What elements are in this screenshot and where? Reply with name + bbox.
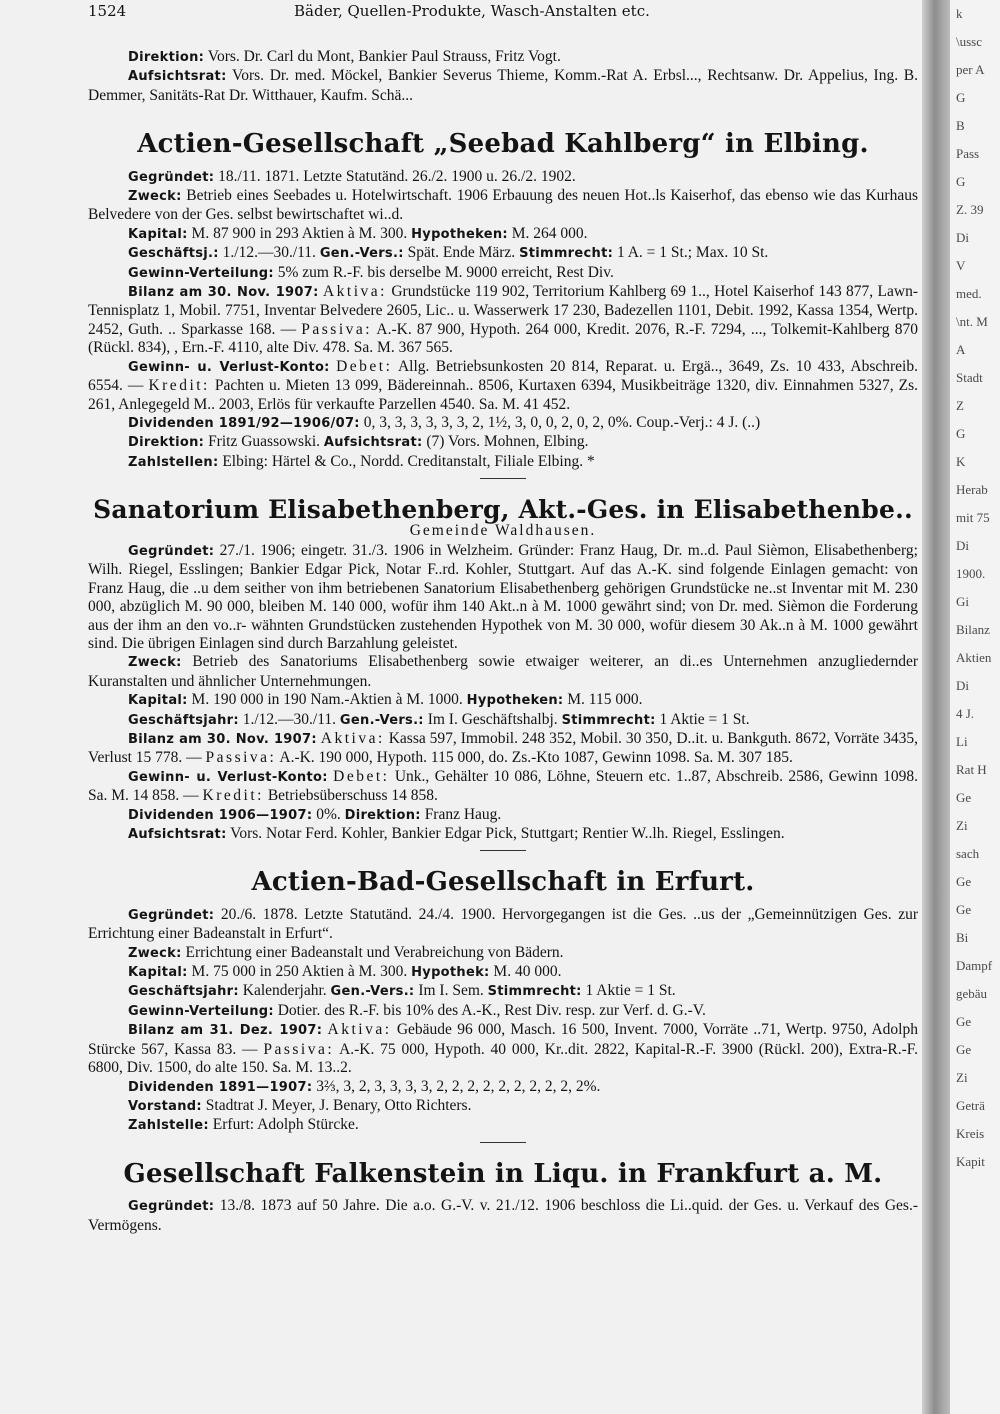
- field-text: M. 87 900 in 293 Aktien à M. 300.: [187, 224, 412, 242]
- entry-field: [88, 264, 918, 283]
- company-title: Sanatorium Elisabethenberg, Akt.-Ges. in Elisabethenbe..: [93, 495, 913, 525]
- facing-page-fragment: Herab: [956, 482, 988, 497]
- field-label: Aufsichtsrat:: [323, 435, 423, 451]
- facing-page-fragment: mit 75: [956, 510, 990, 525]
- field-label: Kapital:: [128, 965, 188, 981]
- facing-page-fragment: Zi: [956, 1070, 968, 1085]
- field-text: Grundstücke 119 902, Territorium Kahlberg 69 1.., Hotel Kaiserhof 143 877, Lawn-Tennisplatz 1, Mobil. 7751, Inventar Belvedere 2605, Lic.. u. Wasserwerk 17 230, Badezellen 1101, Debit. 1992, Kassa 1354, Wertp. 2452, Guth. .. Sparkasse 168. —: [88, 283, 919, 338]
- field-label: Gegründet:: [128, 1199, 215, 1215]
- facing-page-fragment: Pass: [956, 146, 980, 161]
- field-label: Hypotheken:: [411, 226, 508, 242]
- field-label: Kapital:: [128, 226, 188, 242]
- field-text: M. 264 000.: [507, 224, 588, 242]
- entry-field: [88, 244, 918, 263]
- facing-page-fragment: Kapit: [956, 1154, 985, 1169]
- facing-page-fragment: Di: [956, 538, 969, 553]
- running-header: [88, 2, 918, 26]
- entry-field: [88, 283, 918, 358]
- field-text: Franz Haug.: [420, 805, 502, 823]
- company-subtitle: Gemeinde Waldhausen.: [409, 521, 597, 539]
- field-label: Dividenden 1891—1907:: [128, 1079, 313, 1095]
- facing-page-fragment: 4 J.: [956, 706, 975, 721]
- facing-page-fragment: Bilanz: [956, 622, 990, 637]
- facing-page-fragment: K: [956, 454, 966, 469]
- field-label: Zahlstelle:: [128, 1118, 209, 1134]
- field-label: Geschäftsj.:: [128, 246, 219, 262]
- field-text: 3⅔, 3, 2, 3, 3, 3, 3, 2, 2, 2, 2, 2, 2, 2, 2, 2, 2%.: [312, 1077, 601, 1095]
- direktion-line: [88, 48, 918, 67]
- field-label: Zweck:: [128, 945, 182, 961]
- field-text: A.-K. 190 000, Hypoth. 115 000, do. Zs.-Kto 1087, Gewinn 1098. Sa. M. 307 185.: [276, 749, 793, 767]
- spaced-subheading: Kredit:: [202, 787, 264, 805]
- spaced-subheading: Aktiva:: [320, 730, 385, 747]
- entry-field: [88, 414, 918, 433]
- aufsichtsrat-line: [88, 67, 918, 105]
- entry-field: [88, 433, 918, 452]
- field-text: M. 190 000 in 190 Nam.-Aktien à M. 1000.: [187, 691, 467, 709]
- field-label: Zweck:: [128, 189, 182, 205]
- field-label: Dividenden 1891/92—1906/07:: [128, 415, 360, 431]
- facing-page-fragment: Zi: [956, 818, 968, 833]
- field-text: M. 40 000.: [489, 963, 562, 981]
- entry-field: [88, 358, 918, 414]
- field-text: Erfurt: Adolph Stürcke.: [208, 1116, 359, 1134]
- entry-field: [88, 944, 918, 963]
- entry-field: [88, 187, 918, 225]
- field-text: M. 75 000 in 250 Aktien à M. 300.: [187, 963, 412, 981]
- facing-page-fragment: 1900.: [956, 566, 986, 581]
- field-label: Dividenden 1906—1907:: [128, 807, 313, 823]
- entry-field: [88, 225, 918, 244]
- field-label: Gen.-Vers.:: [339, 712, 424, 728]
- field-label: Gen.-Vers.:: [319, 246, 404, 262]
- facing-page-fragment: k: [956, 6, 963, 21]
- field-text: Spät. Ende März.: [403, 244, 520, 262]
- field-text: Allg. Betriebsunkosten 20 814, Reparat. u. Ergä.., 3649, Zs. 10 433, Abschreib. 6554. —: [88, 357, 918, 395]
- field-text: Vors. Notar Ferd. Kohler, Bankier Edgar Pick, Stuttgart; Rentier W..lh. Riegel, Esslingen.: [226, 825, 785, 843]
- spaced-subheading: Debet:: [333, 767, 390, 785]
- field-label: Direktion:: [344, 807, 421, 823]
- facing-page-fragment: sach: [956, 846, 980, 861]
- field-label: Direktion:: [128, 435, 205, 451]
- field-text: Vors. Dr. med. Möckel, Bankier Severus Thieme, Komm.-Rat A. Erbsl..., Rechtsanw. Dr. Appelius, Ing. B. Demmer, Sanitäts-Rat Dr. Witthauer, Kaufm. Schä...: [88, 67, 918, 104]
- entry-field: [88, 1078, 918, 1097]
- entry-field: [88, 1116, 918, 1135]
- company-entry: [88, 129, 919, 479]
- section-divider: [480, 1142, 526, 1143]
- company-title: Gesellschaft Falkenstein in Liqu. in Frankfurt a. M.: [123, 1158, 883, 1189]
- entry-field: [88, 730, 918, 768]
- facing-page-fragment: Di: [956, 678, 969, 693]
- field-label: Zweck:: [128, 655, 182, 671]
- field-text: 1 Aktie = 1 St.: [655, 710, 750, 728]
- facing-page-fragment: Z: [956, 398, 964, 413]
- facing-page-fragment: Aktien: [956, 650, 992, 665]
- facing-page-fragment: Geträ: [956, 1098, 985, 1113]
- facing-page-fragment: Dampf: [956, 958, 993, 973]
- field-text: A.-K. 75 000, Hypoth. 40 000, Kr..dit. 2822, Kapital-R.-F. 3900 (Rückl. 200), Extra-R.-F. 6800, Div. 1500, do alte 150. Sa. M. 13..2.: [88, 1040, 918, 1077]
- section-divider: [480, 478, 526, 479]
- field-label: Bilanz am 30. Nov. 1907:: [128, 285, 319, 301]
- field-label: Aufsichtsrat:: [128, 827, 227, 843]
- field-label: Direktion:: [128, 50, 205, 65]
- company-title: Actien-Gesellschaft „Seebad Kahlberg“ in Elbing.: [137, 129, 869, 160]
- field-label: Stimmrecht:: [561, 712, 656, 728]
- field-label: Zahlstellen:: [128, 454, 219, 470]
- field-text: A.-K. 87 900, Hypoth. 264 000, Kredit. 2076, R.-F. 7294, ..., Tolkemit-Kahlberg 870 (Rückl. 834), , Ern.-F. 4110, alte Div. 478. Sa. M. 367 565.: [88, 320, 918, 357]
- facing-page-fragment: A: [956, 342, 966, 357]
- field-label: Aufsichtsrat:: [128, 69, 227, 85]
- facing-page-fragment: Gi: [956, 594, 969, 609]
- facing-page-fragment: per A: [956, 62, 985, 77]
- field-text: (7) Vors. Mohnen, Elbing.: [422, 433, 589, 451]
- field-text: 5% zum R.-F. bis derselbe M. 9000 erreicht, Rest Div.: [273, 263, 614, 281]
- field-text: M. 115 000.: [563, 691, 643, 709]
- section-divider: [480, 850, 526, 851]
- facing-page-fragment: \nt. M: [956, 314, 988, 329]
- facing-page-fragment: Li: [956, 734, 968, 749]
- entry-field: [88, 806, 918, 825]
- entry-field: [88, 453, 918, 472]
- facing-page-fragment: Stadt: [956, 370, 983, 385]
- field-text: 20./6. 1878. Letzte Statutänd. 24./4. 1900. Hervorgegangen ist die Ges. ..us der „Gemeinnützigen Ges. zur Errichtung einer Badeanstalt in Erfurt“.: [88, 905, 918, 943]
- field-text: Kassa 597, Immobil. 248 352, Mobil. 30 350, D..it. u. Bankguth. 8672, Vorräte 3435, Verlust 15 778. —: [88, 730, 919, 767]
- page-number: 1524: [88, 2, 127, 20]
- field-label: Hypothek:: [411, 965, 490, 981]
- company-title: Actien-Bad-Gesellschaft in Erfurt.: [251, 867, 755, 898]
- spaced-subheading: Passiva:: [263, 1040, 335, 1058]
- facing-page-fragment: Ge: [956, 1014, 972, 1029]
- spaced-subheading: Aktiva:: [327, 1021, 392, 1039]
- field-label: Geschäftsjahr:: [128, 984, 239, 1000]
- entry-field: [88, 1097, 918, 1116]
- field-text: 0%.: [312, 805, 345, 823]
- field-text: Betrieb eines Seebades u. Hotelwirtschaft. 1906 Erbauung des neuen Hot..ls Kaiserhof, das ebenso wie das Kurhaus Belvedere von der Ges. selbst bewirtschaftet wi..d.: [88, 187, 918, 224]
- field-label: Bilanz am 31. Dez. 1907:: [128, 1023, 323, 1039]
- facing-page-fragment: B: [956, 118, 965, 133]
- spaced-subheading: Debet:: [336, 357, 393, 375]
- entry-field: [88, 1002, 918, 1021]
- field-label: Geschäftsjahr:: [128, 712, 239, 728]
- entry-field: [88, 168, 918, 187]
- entry-field: [88, 963, 918, 982]
- field-text: Betrieb des Sanatoriums Elisabethenberg sowie etwaiger weiterer, an di..es Unternehmen anzugliedernder Kuranstalten und ähnlicher Unternehmungen.: [88, 653, 918, 690]
- field-label: Gegründet:: [128, 169, 215, 185]
- field-text: Errichtung einer Badeanstalt und Verabreichung von Bädern.: [181, 943, 564, 961]
- facing-page-edge: [950, 0, 1000, 1414]
- entry-field: [88, 906, 918, 944]
- facing-page-fragment: Ge: [956, 790, 972, 805]
- company-entry: [88, 1158, 918, 1235]
- field-text: Stadtrat J. Meyer, J. Benary, Otto Richters.: [201, 1096, 472, 1114]
- field-label: Gewinn-Verteilung:: [128, 265, 274, 281]
- field-label: Gegründet:: [128, 907, 215, 923]
- field-text: 1 Aktie = 1 St.: [581, 982, 676, 1000]
- field-label: Hypotheken:: [466, 693, 564, 709]
- field-label: Stimmrecht:: [487, 984, 582, 1000]
- previous-entry-tail: [88, 48, 918, 105]
- field-text: Pachten u. Mieten 13 099, Bädereinnah.. 8506, Kurtaxen 6394, Musikbeiträge 1320, div. Einnahmen 5327, Zs. 261, Anlegegeld M.. 2003, Erlös für verkaufte Parzellen 4540. Sa. M. 41 452.: [88, 377, 919, 413]
- field-text: Im I. Geschäftshalbj.: [423, 710, 562, 728]
- field-text: Unk., Gehälter 10 086, Löhne, Steuern etc. 1..87, Abschreib. 2586, Gewinn 1098. Sa. M. 14 858. —: [88, 767, 919, 805]
- running-title: Bäder, Quellen-Produkte, Wasch-Anstalten etc.: [294, 2, 650, 20]
- field-text: Elbing: Härtel & Co., Nordd. Creditanstalt, Filiale Elbing. *: [218, 452, 595, 470]
- field-label: Kapital:: [128, 693, 188, 709]
- field-text: Dotier. des R.-F. bis 10% des A.-K., Rest Div. resp. zur Verf. d. G.-V.: [273, 1001, 706, 1019]
- company-entry: [88, 495, 919, 851]
- field-label: Gewinn- u. Verlust-Konto:: [128, 769, 328, 785]
- field-text: 18./11. 1871. Letzte Statutänd. 26./2. 1900 u. 26./2. 1902.: [214, 167, 576, 185]
- facing-page-fragment: Kreis: [956, 1126, 985, 1141]
- facing-page-fragment: \ussc: [956, 34, 982, 49]
- field-label: Gewinn- u. Verlust-Konto:: [128, 359, 330, 375]
- field-text: Im I. Sem.: [414, 982, 488, 1000]
- facing-page-fragment: Ge: [956, 1042, 972, 1057]
- company-entries: [88, 129, 919, 1235]
- facing-page-fragment: G: [956, 90, 966, 105]
- entry-field: [88, 982, 918, 1001]
- facing-page-fragment: Ge: [956, 902, 972, 917]
- entry-field: [88, 691, 918, 710]
- field-text: 27./1. 1906; eingetr. 31./3. 1906 in Welzheim. Gründer: Franz Haug, Dr. m..d. Paul Sièmon, Elisabethenberg; Wilh. Riegel, Esslingen; Bankier Edgar Pick, Notar F..rd. Kohler, Stuttgart. Auf das A.-K. sind folgende Einlagen gemacht: von Franz Haug, die ..u dem seither von ihm betriebenen Sanatorium Elisabethenberg gehörigen Grundstücke ne..st Inventar mit M. 230 000, abzüglich M. 90 000, bleiben M. 140 000, wofür ihm 140 Akt..n à M. 1000 gewährt sind; von Dr. med. Sièmon die Forderung aus der ihm an den vo..r- wähnten Grundstücken zustehenden Hypothek von M. 30 000, wofür diesem 30 Ak..n à M. 1000 gewährt sind. Die übrigen Einlagen sind durch Barzahlung geleistet.: [88, 541, 918, 652]
- book-gutter: [922, 0, 950, 1414]
- field-text: Kalenderjahr.: [238, 982, 331, 1000]
- field-label: Gen.-Vers.:: [330, 984, 415, 1000]
- entry-field: [88, 825, 918, 844]
- spaced-subheading: Kredit:: [148, 377, 210, 395]
- field-label: Stimmrecht:: [519, 246, 614, 262]
- facing-page-fragment: G: [956, 174, 966, 189]
- field-text: 1./12.—30./11.: [238, 710, 340, 728]
- entry-field: [88, 1021, 918, 1077]
- field-text: 1 A. = 1 St.; Max. 10 St.: [613, 244, 769, 262]
- entry-field: [88, 653, 918, 691]
- spaced-subheading: Passiva:: [205, 749, 277, 767]
- spaced-subheading: Aktiva:: [322, 283, 387, 301]
- entry-field: [88, 542, 918, 653]
- facing-page-fragment: gebäu: [956, 986, 988, 1001]
- field-text: Fritz Guassowski.: [204, 433, 324, 451]
- facing-page-fragment: V: [956, 258, 966, 273]
- field-text: 13./8. 1873 auf 50 Jahre. Die a.o. G.-V. v. 21./12. 1906 beschloss die Li..quid. der Ges. u. Verkauf des Ges.-Vermögens.: [88, 1197, 918, 1234]
- entry-field: [88, 1197, 918, 1235]
- company-entry: [88, 867, 918, 1142]
- facing-page-fragment: Ge: [956, 874, 972, 889]
- spaced-subheading: Passiva:: [301, 320, 373, 338]
- page-content: [88, 48, 918, 1235]
- field-text: 1./12.—30./11.: [218, 244, 320, 262]
- field-text: Betriebsüberschuss 14 858.: [263, 787, 438, 805]
- facing-page-fragment: Rat H: [956, 762, 987, 777]
- facing-page-fragment: Z. 39: [956, 202, 984, 217]
- field-text: Gebäude 96 000, Masch. 16 500, Invent. 7000, Vorräte ..71, Wertp. 9750, Adolph Stürcke 567, Kassa 83. —: [88, 1021, 918, 1058]
- field-label: Gewinn-Verteilung:: [128, 1003, 274, 1019]
- entry-field: [88, 768, 918, 806]
- entry-field: [88, 711, 918, 730]
- field-label: Bilanz am 30. Nov. 1907:: [128, 732, 317, 747]
- field-label: Gegründet:: [128, 543, 215, 559]
- field-text: Vors. Dr. Carl du Mont, Bankier Paul Strauss, Fritz Vogt.: [207, 48, 561, 65]
- facing-page-fragment: med.: [956, 286, 982, 301]
- facing-page-fragment: Bi: [956, 930, 969, 945]
- field-text: 0, 3, 3, 3, 3, 3, 3, 2, 1½, 3, 0, 0, 2, 0, 2, 0%. Coup.-Verj.: 4 J. (..): [359, 413, 761, 431]
- facing-page-fragment: G: [956, 426, 966, 441]
- facing-page-fragment: Di: [956, 230, 969, 245]
- field-label: Vorstand:: [128, 1098, 202, 1114]
